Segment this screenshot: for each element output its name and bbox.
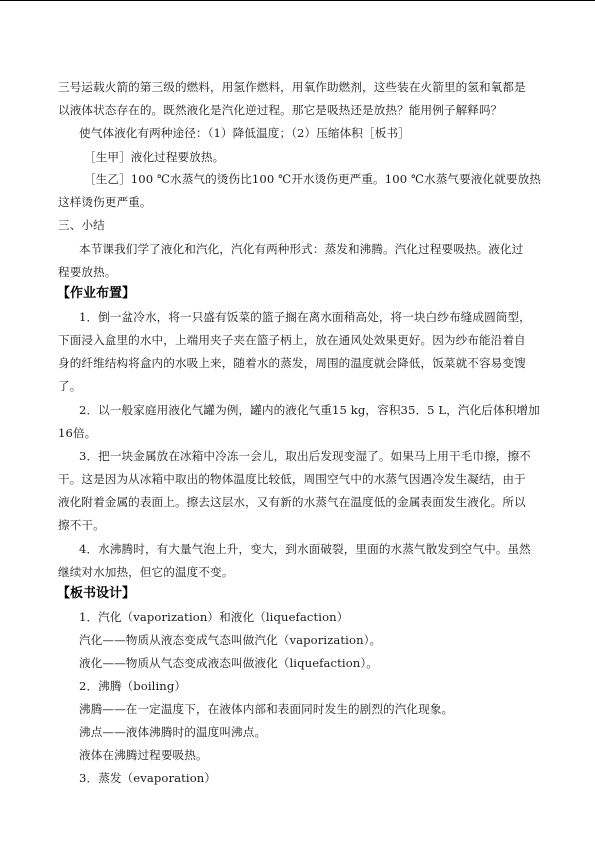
board-item-2: 2．沸腾（boiling）: [79, 679, 187, 693]
board-item-1: 1．汽化（vaporization）和液化（liquefaction）: [79, 610, 349, 624]
homework-3-line-3: 液化附着金属的表面上。擦去这层水，又有新的水蒸气在温度低的金属表面发生液化。所以: [58, 495, 526, 509]
board-boiling-heat: 液体在沸腾过程要吸热。: [79, 748, 208, 762]
homework-2-line-2: 16倍。: [58, 426, 97, 440]
para-rocket-line-1: 三号运载火箭的第三级的燃料，用氢作燃料，用氧作助燃剂，这些装在火箭里的氢和氧都是: [58, 80, 526, 94]
board-design-heading: 【板书设计】: [57, 586, 136, 601]
board-def-vaporization: 汽化——物质从液态变成气态叫做汽化（vaporization）。: [79, 633, 382, 647]
homework-3-line-2: 干。这是因为从冰箱中取出的物体温度比较低，周围空气中的水蒸气因遇冷发生凝结，由于: [58, 472, 526, 486]
para-summary-line-2: 程要放热。: [58, 265, 117, 279]
homework-4-line-1: 4．水沸腾时，有大量气泡上升，变大，到水面破裂，里面的水蒸气散发到空气中。虽然: [79, 542, 531, 556]
homework-heading: 【作业布置】: [57, 286, 136, 301]
homework-1-line-2: 下面浸入盒里的水中，上端用夹子夹在篮子柄上，放在通风处效果更好。因为纱布能沿着自: [58, 333, 526, 347]
homework-3-line-4: 擦不干。: [58, 518, 105, 532]
homework-4-line-2: 继续对水加热，但它的温度不变。: [58, 565, 234, 579]
board-def-liquefaction: 液化——物质从气态变成液态叫做液化（liquefaction）。: [79, 656, 378, 670]
para-student-b-line-1: ［生乙］100 ℃水蒸气的烫伤比100 ℃开水烫伤更严重。100 ℃水蒸气要液化就要放热: [84, 172, 541, 186]
para-liquefy-methods: 使气体液化有两种途径：（1）降低温度；（2）压缩体积［板书］: [79, 126, 410, 140]
para-summary-line-1: 本节课我们学了液化和汽化，汽化有两种形式：蒸发和沸腾。汽化过程要吸热。液化过: [79, 242, 524, 256]
board-def-boiling: 沸腾——在一定温度下，在液体内部和表面同时发生的剧烈的汽化现象。: [79, 702, 454, 716]
homework-3-line-1: 3．把一块金属放在冰箱中冷冻一会儿，取出后发现变湿了。如果马上用干毛巾擦，擦不: [79, 449, 531, 463]
homework-1-line-3: 身的纤维结构将盒内的水吸上来，随着水的蒸发，周围的温度就会降低，饭菜就不容易变馊: [58, 356, 526, 370]
homework-1-line-1: 1．倒一盆冷水，将一只盛有饭菜的篮子搁在离水面稍高处，将一块白纱布缝成圆筒型，: [79, 310, 531, 324]
para-rocket-line-2: 以液体状态存在的。既然液化是汽化逆过程。那它是吸热还是放热？能用例子解释吗？: [58, 103, 503, 117]
top-rule: [0, 0, 595, 1]
board-item-3: 3．蒸发（evaporation）: [79, 771, 217, 785]
board-def-boiling-point: 沸点——液体沸腾时的温度叫沸点。: [79, 725, 267, 739]
para-student-b-line-2: 这样烫伤更严重。: [58, 195, 152, 209]
section-summary-title: 三、小结: [58, 218, 105, 232]
homework-1-line-4: 了。: [58, 379, 82, 393]
para-student-a: ［生甲］液化过程要放热。: [84, 150, 225, 164]
homework-2-line-1: 2．以一般家庭用液化气罐为例，罐内的液化气重15 kg，容积35．5 L，汽化后体积增加: [79, 403, 540, 417]
